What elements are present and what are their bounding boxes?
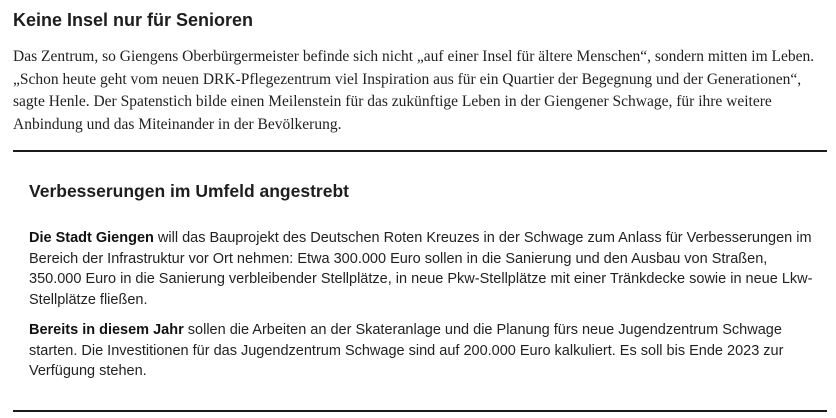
infobox-bottom-divider [13, 410, 827, 412]
infobox-paragraph-2-text: sollen die Arbeiten an der Skateranlage und die Planung fürs neue Jugendzentrum Schwage starten. Die Investitionen für das Jugendzentrum Schwage sind auf 200.000 Euro kalkuliert. Es soll bis Ende 2023 zur Verfügung stehen. [29, 322, 784, 379]
intro-paragraph: Das Zentrum, so Giengens Oberbürgermeister befinde sich nicht „auf einer Insel für ältere Menschen“, sondern mitten im Leben. „Schon heute geht vom neuen DRK-Pflegezentrum viel Inspiration aus für ein Quartier der Begegnung und der Generationen“, sagte Henle. Der Spatenstich bilde einen Meilenstein für das zukünftige Leben in der Giengener Schwage, für ihre weitere Anbindung und das Miteinander in der Bevölkerung. [13, 48, 815, 133]
infobox-paragraph-2-lead: Bereits in diesem Jahr [29, 322, 184, 338]
infobox-paragraph-2 [29, 320, 814, 382]
infobox-paragraph-1-lead: Die Stadt Giengen [29, 230, 154, 246]
infobox-paragraph-1-text: will das Bauprojekt des Deutschen Roten Kreuzes in der Schwage zum Anlass für Verbesserungen im Bereich der Infrastruktur vor Ort nehmen: Etwa 300.000 Euro sollen in die Sanierung und den Ausbau von Straßen, 350.000 Euro in die Sanierung verbleibender Stellplätze, in neue Pkw-Stellplätze mit einer Tränkdecke sowie in neue Lkw-Stellplätze fließen. [29, 230, 813, 308]
infobox-top-divider [13, 150, 827, 152]
section-heading: Keine Insel nur für Senioren [13, 10, 254, 30]
infobox-heading: Verbesserungen im Umfeld angestrebt [29, 181, 349, 201]
infobox-paragraph-1 [29, 228, 814, 310]
